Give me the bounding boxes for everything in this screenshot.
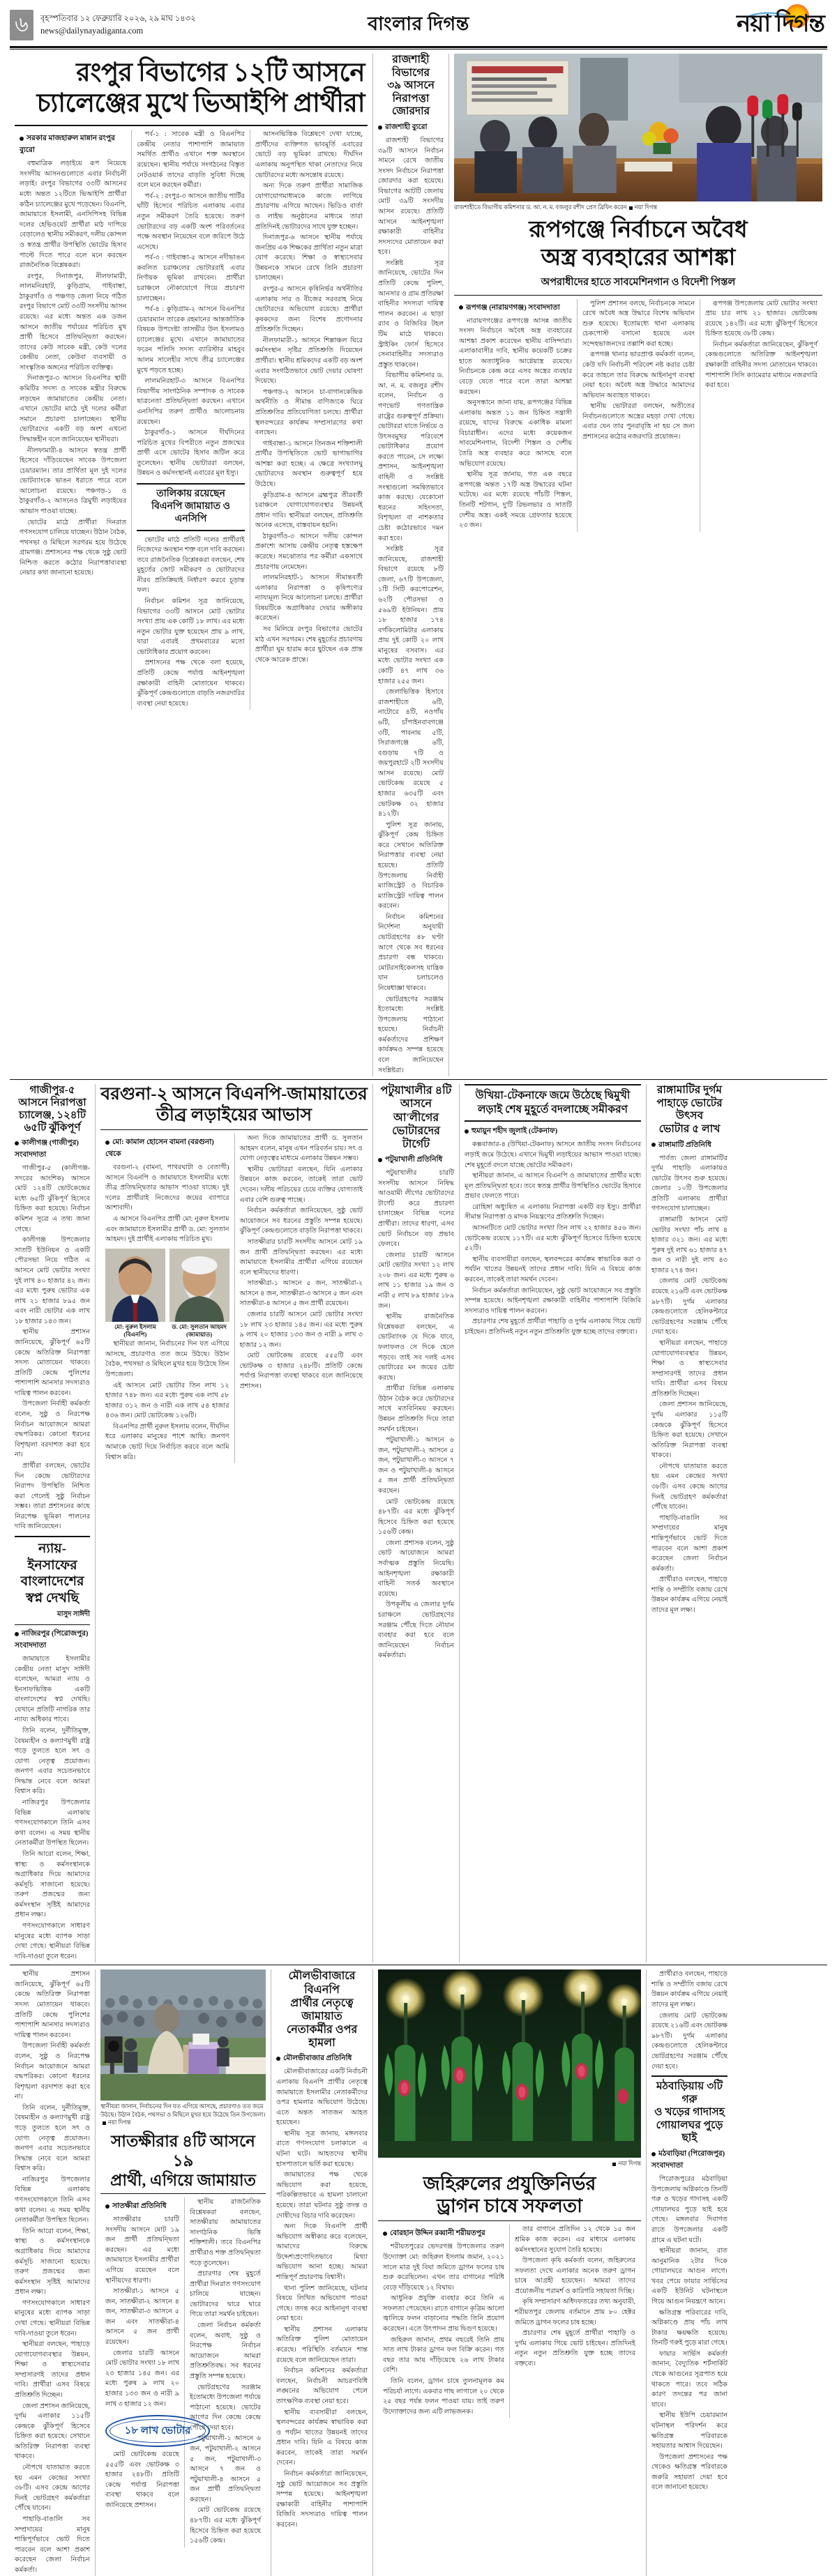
- rajshahi-story: [372, 54, 448, 1076]
- lead-col-1: [15, 130, 131, 710]
- candidate-1: [105, 1249, 165, 1338]
- mothbaria-p2: স্থানীয়রা জানান, রাত আনুমানিক ২টার দিকে গোয়ালঘরে আগুন লাগে। খবর পেয়ে ফায়ার সার্ভিসের একটি ইউনিট ঘটনাস্থলে গিয়ে আগুন নিয়ন্ত্রণে আনে।: [651, 2247, 727, 2306]
- ukhiya-para-6: নির্বাচন কর্মকর্তারা জানিয়েছেন, সুষ্ঠু ভোট আয়োজনে সব প্রস্তুতি সম্পন্ন হয়েছে। আইনশৃঙ্খলা রক্ষাকারী বাহিনীর পাশাপাশি বিজিবি সদস্যরাও দায়িত্ব পালন করবেন।: [465, 1286, 641, 1315]
- moulvibazar-p6: স্থানীয় প্রশাসন এলাকায় অতিরিক্ত পুলিশ মোতায়েন করেছে। পরিস্থিতি বর্তমানে শান্ত রয়েছে বলে জানিয়েছেন তারা।: [276, 2325, 368, 2364]
- rupganj-para-7: রূপগঞ্জ উপজেলায় মোট ভোটার সংখ্যা প্রায় চার লাখ ২১ হাজার। ভোটকেন্দ্র রয়েছে ১৪২টি। এর মধ্যে ঝুঁকিপূর্ণ হিসেবে চিহ্নিত হয়েছে ৩৮টি কেন্দ্র।: [705, 299, 817, 338]
- lead-para-1: বহুমাত্রিক লড়াইয়ে রূপ নিয়েছে সংসদীয় আসনগুলোতে এবার নির্বাচনী লড়াই। রংপুর বিভাগের ৩৩টি আসনের মধ্যে অন্তত ১২টিতে ভিআইপি প্রার্থীরা কঠিন চ্যালেঞ্জের মুখে পড়েছেন। বিএনপি, জামায়াতে ইসলামী, এনসিপিসহ বিভিন্ন দলের হেভিওয়েট প্রার্থীরা মাঠ দাপিয়ে বেড়ালেও স্থানীয় সমীকরণ, দলীয় কোন্দল ও স্বতন্ত্র প্রার্থীর উপস্থিতি ভোটের হিসাব পাল্টে দিতে পারে বলে মনে করছেন রাজনৈতিক বিশ্লেষকরা।: [20, 160, 127, 270]
- barguna-para-4: এই আসনে মোট ভোটার তিন লাখ ১২ হাজার ৭৪৮ জন। এর মধ্যে পুরুষ এক লাখ ৫৮ হাজার ৩১২ জন ও নারী এক লাখ ৫৪ হাজার ৪৩৬ জন। মোট ভোটকেন্দ্র ১২৬টি।: [105, 1381, 229, 1420]
- rupganj-col-2: [577, 299, 700, 532]
- rangamati-para-7: পাহাড়ি-বাঙালি সব সম্প্রদায়ের মানুষ শান্তিপূর্ণভাবে ভোট দিতে পারবেন বলে আশা প্রকাশ করেছেন জেলা নির্বাচন কর্মকর্তা।: [651, 1514, 727, 1573]
- rupganj-headline-1: রূপগঞ্জে নির্বাচনে অবৈধ: [529, 218, 748, 243]
- moulvibazar-story: [271, 1969, 372, 2576]
- lead-para-2: রংপুর, দিনাজপুর, নীলফামারী, লালমনিরহাট, কুড়িগ্রাম, গাইবান্ধা, ঠাকুরগাঁও ও পঞ্চগড় জেলা নিয়ে গঠিত রংপুর বিভাগে মোট ৩৩টি সংসদীয় আসন রয়েছে। এর মধ্যে অন্তত এক ডজন আসনে জাতীয় পর্যায়ের পরিচিত মুখ প্রার্থী হিসেবে প্রতিদ্বন্দ্বিতা করছেন। তাদের কেউ সাবেক মন্ত্রী, কেউ দলের কেন্দ্রীয় নেতা, কেউবা ব্যবসায়ী ও সাংস্কৃতিক অঙ্গনের পরিচিত ব্যক্তিত্ব।: [20, 272, 127, 372]
- dragon-p1: শরীয়তপুরের ভেদরগঞ্জ উপজেলার তরুণ উদ্যোক্তা মো: জহিরুল ইসলাম জমান, ২০২১ সালে মাত্র দুই বিঘা জমিতে ড্রাগন ফলের চাষ শুরু করেছিলেন। এখন তার বাগানের পরিধি বেড়ে দাঁড়িয়েছে ১২ বিঘায়।: [383, 2243, 504, 2292]
- gazipur-byline: কালীগঞ্জ (গাজীপুর) সংবাদদাতা: [15, 1139, 79, 1159]
- lead3-para-6: পঞ্চগড়-২ আসনে চা-বাগানকেন্দ্রিক অর্থনীতি ও সীমান্ত বাণিজ্যকে ঘিরে প্রতিশ্রুতির প্রতিযোগিতা চলছে। প্রার্থীরা স্থলবন্দরের কার্যক্রম সম্প্রসারণের কথা বলছেন।: [255, 388, 363, 437]
- rangamati-cont-2: জেলায় মোট ভোটকেন্দ্র রয়েছে ২১৬টি এবং ভোটকক্ষ ৯৮৭টি। দুর্গম এলাকার কেন্দ্রগুলোতে হেলিকপ্টারে ভোটগ্রহণের সরঞ্জাম পৌঁছে দেয়া হবে।: [651, 2011, 727, 2071]
- moulvibazar-p4: অন্য দিকে বিএনপি প্রার্থী অভিযোগ অস্বীকার করে বলেছেন, আমাদের বিরুদ্ধে উদ্দেশ্যপ্রণোদিতভাবে মিথ্যা অভিযোগ আনা হচ্ছে। আমরা শান্তিপূর্ণ প্রচারণায় বিশ্বাসী।: [276, 2223, 368, 2281]
- candidate-1-name: মো: নুরুল ইসলাম (বিএনপি): [114, 1323, 156, 1338]
- rangamati-byline: রাঙ্গামাটি প্রতিনিধি: [651, 1140, 727, 1152]
- barguna-col-2: [234, 1134, 368, 1463]
- gazipur-para-5: প্রার্থীরা বলছেন, ভোটের দিন কেন্দ্রে ভোটারদের নিরাপদ উপস্থিতি নিশ্চিত করা গেলেই সুষ্ঠু নির্বাচন সম্ভব। তারা প্রশাসনের কাছে নিরপেক্ষ ভূমিকা পালনের দাবি জানিয়েছেন।: [15, 1461, 90, 1531]
- barguna-para-2: এ আসনে বিএনপির প্রার্থী মো: নুরুল ইসলাম এবং জামায়াতে ইসলামীর প্রার্থী ড. মো: সুলতান আহমদ। দুই প্রার্থীই এলাকায় পরিচিত মুখ।: [105, 1215, 229, 1244]
- gazipur-para-1: গাজীপুর-৫ (কালীগঞ্জ-সদরের আংশিক) আসনে মোট ১২৪টি ভোটকেন্দ্রের মধ্যে ৬৫টি ঝুঁকিপূর্ণ হিসেবে চিহ্নিত করা হয়েছে। নির্বাচন কমিশন সূত্রে এ তথ্য জানা গেছে।: [15, 1164, 90, 1233]
- gazipur-story: [10, 1084, 95, 1963]
- satkhira-col-2: [184, 2197, 266, 2547]
- bullet-icon: [383, 2232, 387, 2236]
- ukhiya-para-4: আসনটিতে মোট ভোটার সংখ্যা তিন লাখ ২২ হাজার ৪৫৬ জন। ভোটকেন্দ্র রয়েছে ১১৭টি। এর মধ্যে ঝুঁকিপূর্ণ হিসেবে চিহ্নিত হয়েছে ৫২টি।: [465, 1224, 641, 1253]
- ukhiya-para-1: কক্সবাজার-৪ (উখিয়া-টেকনাফ) আসনে জাতীয় সংসদ নির্বাচনের লড়াই জমে উঠেছে। এখানে দ্বিমুখী লড়াইয়ের আভাস পাওয়া যাচ্ছে। শেষ মুহূর্তে বদলে যাচ্ছে ভোটের সমীকরণ।: [465, 1141, 641, 1169]
- rally-photo: [100, 1969, 266, 2101]
- rajshahi-para-5: জেলাভিত্তিক হিসাবে রাজশাহীতে ৬টি, নাটোরে ৪টি, নওগাঁয় ৬টি, চাঁপাইনবাবগঞ্জে ৩টি, পাবনায় ৫টি, সিরাজগঞ্জে ৬টি, বগুড়ায় ৭টি ও জয়পুরহাটে ২টি সংসদীয় আসন রয়েছে। মোট ভোটকেন্দ্র রয়েছে ৫ হাজার ৬৩৫টি এবং ভোটকক্ষ ৩২ হাজার ৪১২টি।: [378, 688, 444, 818]
- patuakhali-para-4: প্রার্থীরা বিভিন্ন এলাকায় উঠান বৈঠক করে ভোটারদের সাথে মতবিনিময় করছেন। উন্নয়ন প্রতিশ্রুতি দিয়ে তারা সমর্থন চাইছেন।: [378, 1385, 454, 1433]
- dragon-headline-1: জহিরুলের প্রযুক্তিনির্ভর: [423, 2172, 596, 2194]
- patuakhali-para-8: উপকূলীয় এ জেলার দুর্গম চরাঞ্চলে ভোটগ্রহণের সরঞ্জাম পৌঁছে দিতে নৌযান ব্যবহার করা হবে বলে জানিয়েছেন নির্বাচন কর্মকর্তারা।: [378, 1601, 454, 1660]
- bottom-a-3: তিনি বলেন, দুর্নীতিমুক্ত, বৈষম্যহীন ও কল্যাণমুখী রাষ্ট্র গড়ে তুলতে হলে সৎ ও যোগ্য নেতৃত্ব প্রয়োজন। জনগণ এবার সচেতনভাবে সিদ্ধান্ত নেবে বলে আমরা বিশ্বাস করি।: [15, 2103, 90, 2173]
- bottom-a-4: নাজিরপুর উপজেলার বিভিন্ন এলাকায় গণসংযোগকালে তিনি এসব কথা বলেন। এ সময় স্থানীয় নেতাকর্মীরা উপস্থিত ছিলেন।: [15, 2175, 90, 2225]
- moulvibazar-p1: মৌলভীবাজারের একটি নির্বাচনী এলাকায় বিএনপি প্রার্থীর নেতৃত্বে জামায়াতে ইসলামীর নেতাকর্মীদের ওপর হামলার অভিযোগ উঠেছে। এতে অন্তত সাতজন আহত হয়েছেন।: [276, 2068, 368, 2127]
- bullet-icon: [20, 137, 24, 141]
- bullet-icon: [651, 1143, 656, 1147]
- lead3-para-9: ঠাকুরগাঁও-৩ আসনে দলীয় কোন্দল প্রকাশ্যে আসায় কেন্দ্রীয় নেতৃত্ব হস্তক্ষেপ করেছে। সমঝোতার পর কর্মীরা একসাথে প্রচারণায় নেমেছেন।: [255, 532, 363, 571]
- ukhiya-para-7: প্রচারণার শেষ মুহূর্তে প্রার্থীরা পাহাড়ি ও দুর্গম এলাকায় গিয়ে ভোট চাইছেন। প্রতিদিনই নতুন নতুন প্রতিশ্রুতি যুক্ত হচ্ছে তাদের বক্তব্যে।: [465, 1318, 641, 1336]
- dragon-farm-photo: [378, 1969, 641, 2158]
- lead-para-4: নীলফামারী-৪ আসনে স্বতন্ত্র প্রার্থী হিসেবে দাঁড়িয়েছেন সাবেক উপজেলা চেয়ারম্যান। তার প্রার্থিতা মূল দুই দলের ভোটব্যাংকে ভাঙন ধরাতে পারে বলে আলোচনা রয়েছে। পঞ্চগড়-১ ও ঠাকুরগাঁও-২ আসনেও ত্রিমুখী লড়াইয়ের আভাস পাওয়া যাচ্ছে।: [20, 446, 127, 515]
- rangamati-para-2: রাঙ্গামাটি আসনে মোট ভোটার সংখ্যা পাঁচ লাখ ৪ হাজার ৩২১ জন। এর মধ্যে পুরুষ দুই লাখ ৬১ হাজার ৪৭ জন ও নারী দুই লাখ ৪৩ হাজার ২৭৪ জন।: [651, 1216, 727, 1274]
- logo[interactable]: [737, 6, 827, 45]
- moulvibazar-p7: নির্বাচন কমিশনের কর্মকর্তারা বলছেন, নির্বাচনী আচরণবিধি লঙ্ঘনের অভিযোগ পেলে তাৎক্ষণিক ব্যবস্থা নেয়া হবে।: [276, 2367, 368, 2405]
- square-bullet-icon: [629, 206, 633, 210]
- rangamati-para-4: স্থানীয়রা বলছেন, পাহাড়ে যোগাযোগব্যবস্থার উন্নয়ন, শিক্ষা ও স্বাস্থ্যসেবার সম্প্রসারণই তাদের প্রধান দাবি। প্রার্থীরা এসব বিষয়ে প্রতিশ্রুতি দিচ্ছেন।: [651, 1339, 727, 1398]
- barguna-para-3: স্থানীয়রা জানান, নির্বাচনের দিন যত এগিয়ে আসছে, প্রচারণাও তত জমে উঠছে। উঠান বৈঠক, পথসভা ও মিছিলে মুখর হয়ে উঠেছে তিন উপজেলা।: [105, 1340, 229, 1378]
- ukhiya-para-5: স্থানীয় ব্যবসায়ীরা বলছেন, স্থলবন্দরের কার্যক্রম স্বাভাবিক করা ও পর্যটন খাতের উন্নয়নই তাদের প্রধান দাবি। যিনি এ বিষয়ে কাজ করবেন, তাকেই তারা সমর্থন দেবেন।: [465, 1255, 641, 1283]
- patuakhali-para-7: জেলা প্রশাসক বলেন, সুষ্ঠু ভোট আয়োজনে আমরা সর্বাত্মক প্রস্তুতি নিয়েছি। আইনশৃঙ্খলা রক্ষাকারী বাহিনী সতর্ক অবস্থানে রয়েছে।: [378, 1539, 454, 1598]
- satkhira-col-1: [100, 2197, 191, 2547]
- ukhiya-story: [459, 1084, 646, 1963]
- rupganj-para-3: স্থানীয় সূত্র জানায়, গত এক বছরে রূপগঞ্জে অন্তত ১৭টি অস্ত্র উদ্ধারের ঘটনা ঘটেছে। এর মধ্যে রয়েছে পাঁচটি পিস্তল, তিনটি শটগান, দু'টি রিভলভার ও সাতটি দেশীয় অস্ত্র। একই সময়ে গ্রেফতার হয়েছে ২৩ জন।: [459, 471, 572, 530]
- dragon-photo-caption: নয়া দিগন্ত: [378, 2160, 641, 2167]
- dragon-p2: আধুনিক প্রযুক্তি ব্যবহার করে তিনি এ সফলতা পেয়েছেন। রাতে বাগানে কৃত্রিম আলো জ্বালিয়ে ফলন বাড়ানোর পদ্ধতি তিনি প্রয়োগ করেছেন। এতে উৎপাদন প্রায় দ্বিগুণ হয়েছে।: [383, 2294, 504, 2333]
- rajshahi-para-3: বিভাগীয় কমিশনার ড. আ. ন. ম. বজলুর রশীদ বলেন, নির্বাচন ও গণভোট গণতান্ত্রিক রাষ্ট্রের গুরুত্বপূর্ণ প্রক্রিয়া। ভোটাররা যাতে নির্ভয়ে ও উৎসবমুখর পরিবেশে ভোটাধিকার প্রয়োগ করতে পারেন, সে লক্ষ্যে প্রশাসন, আইনশৃঙ্খলা বাহিনী ও সংশ্লিষ্ট সংস্থাগুলো সমন্বিতভাবে কাজ করছে। যেকোনো ধরনের সহিংসতা, বিশৃঙ্খলা বা নাশকতার চেষ্টা কঠোরভাবে দমন করা হবে।: [378, 372, 444, 542]
- patuakhali-headline-2: আসনে আ'লীগের: [393, 1098, 439, 1124]
- dragon-p7: কৃষি সম্প্রসারণ অধিদফতরের তথ্য অনুযায়ী, শরীয়তপুর জেলায় বর্তমানে প্রায় ৮০ হেক্টর জমিতে ড্রাগন ফলের চাষ হচ্ছে।: [515, 2298, 635, 2326]
- bullet-icon: [651, 2152, 656, 2156]
- moulvibazar-headline-1: মৌলভীবাজারে বিএনপি: [288, 1970, 356, 1996]
- rajshahi-byline: রাজশাহী ব্যুরো: [378, 122, 444, 134]
- mothbaria-p4: ফায়ার সার্ভিস কর্মকর্তা জানান, বৈদ্যুতিক শর্টসার্কিট থেকে আগুনের সূত্রপাত হয়ে থাকতে পারে। তবে সঠিক কারণ তদন্তের পর জানা যাবে।: [651, 2349, 727, 2409]
- ukhiya-para-2: স্থানীয়রা জানান, এ আসনে বিএনপি ও জামায়াতের প্রার্থীর মধ্যে মূল প্রতিদ্বন্দ্বিতা হবে। তবে স্বতন্ত্র প্রার্থীর উপস্থিতিও ভোটের হিসাবে প্রভাব ফেলতে পারে।: [465, 1172, 641, 1201]
- moulvibazar-p8: স্থানীয় ব্যবসায়ীরা বলছেন, স্থলবন্দরের কার্যক্রম স্বাভাবিক করা ও পর্যটন খাতের উন্নয়নই তাদের প্রধান দাবি। যিনি এ বিষয়ে কাজ করবেন, তাকেই তারা সমর্থন দেবেন।: [276, 2408, 368, 2467]
- top-section: [10, 54, 827, 1076]
- bullet-icon: [105, 2204, 110, 2209]
- rangamati-para-8: প্রার্থীরাও বলছেন, পাহাড়ে শান্তি ও সম্প্রীতি বজায় রেখে উন্নয়ন কার্যক্রম এগিয়ে নেয়াই তাদের মূল লক্ষ্য।: [651, 1576, 727, 1614]
- rajshahi-press-briefing-photo: [454, 54, 822, 201]
- lead2-para-5: লালমনিরহাট-৩ আসনে বিএনপির বিভাগীয় সাংগঠনিক সম্পাদক ও সাবেক ছাত্রনেতা প্রতিদ্বন্দ্বিতা করছেন। এখানে এনসিপির তরুণ প্রার্থীও আলোচনায় রয়েছেন।: [137, 377, 245, 426]
- patuakhali-headline-3: ভোটারদের টার্গেট: [392, 1125, 440, 1150]
- ukhiya-headline-1: উখিয়া-টেকনাফে জমে উঠেছে দ্বিমুখী: [475, 1090, 631, 1102]
- barguna-byline: মো: কামাল হোসেন বামনা (বরগুনা) থেকে: [105, 1138, 214, 1159]
- rajshahi-para-2: সংশ্লিষ্ট সূত্র জানিয়েছে, ভোটের দিন প্রতিটি কেন্দ্রে পুলিশ, আনসার ও গ্রাম প্রতিরক্ষা বাহিনীর সদস্যরা দায়িত্ব পালন করবেন। এ ছাড়া র‌্যাব ও বিজিবির টহল টিম মাঠে থাকবে। স্ট্রাইকিং ফোর্স হিসেবে সেনাবাহিনীর সদস্যরাও প্রস্তুত থাকবেন।: [378, 259, 444, 369]
- mothbaria-headline-2: ও খড়ের গাদাসহ: [654, 2106, 725, 2119]
- rajshahi-photo-caption: রাজশাহীতে বিভাগীয় কমিশনার ড. আ. ন. ম. বজলুর রশীদ প্রেস ব্রিফিং করেন নয়া দিগন্ত: [454, 204, 658, 211]
- bottom-a-10: পাহাড়ি-বাঙালি সব সম্প্রদায়ের মানুষ শান্তিপূর্ণভাবে ভোট দিতে পারবেন বলে আশা প্রকাশ করেছেন জেলা নির্বাচন কর্মকর্তা।: [15, 2515, 90, 2574]
- moulvibazar-p3: জামায়াতের পক্ষ থেকে অভিযোগ করা হয়েছে, পরিকল্পিতভাবে এ হামলা চালানো হয়েছে। তারা ঘটনার সুষ্ঠু তদন্ত ও দোষীদের বিচার দাবি করেছেন।: [276, 2171, 368, 2220]
- rupganj-headline-2: অস্ত্র ব্যবহারের আশঙ্কা: [541, 245, 736, 270]
- rupganj-subhead: অপরাধীদের হাতে সাবমেশিনগান ও বিদেশী পিস্তল: [541, 276, 736, 288]
- satkhira-pre-4: মোট ভোটকেন্দ্র রয়েছে ৫৫৫টি এবং ভোটকক্ষ ৩ হাজার ২৪৮টি। প্রতিটি কেন্দ্রে পর্যাপ্ত নিরাপত্তা ব্যবস্থা থাকবে বলে জানিয়েছে প্রশাসন।: [239, 1352, 363, 1391]
- ukhiya-headline-2: লড়াই শেষ মুহূর্তে বদলাচ্ছে সমীকরণ: [477, 1104, 628, 1116]
- rajshahi-para-1: রাজশাহী বিভাগের ৩৯টি আসনে নির্বাচন সামনে রেখে জাতীয় সংসদ নির্বাচনে নিরাপত্তা জোরদার করা হয়েছে। বিভাগের আটটি জেলায় মোট ৩৯টি সংসদীয় আসন রয়েছে। প্রতিটি আসনে আইনশৃঙ্খলা রক্ষাকারী বাহিনীর সদস্যদের মোতায়েন করা হবে।: [378, 136, 444, 257]
- rupganj-col-1: [454, 299, 577, 532]
- bottom-a-9: নৌপথে যাতায়াত করতে হয় এমন কেন্দ্রের সংখ্যা ৩৮টি। এসব কেন্দ্রে আগের দিনই ভোটগ্রহণ কর্মকর্তারা পৌঁছে যাবেন।: [15, 2464, 90, 2513]
- barguna-candidate-photos: [105, 1249, 229, 1338]
- moulvibazar-p5: থানা পুলিশ জানিয়েছে, ঘটনার বিষয়ে লিখিত অভিযোগ পাওয়া গেছে। তদন্ত করে আইনানুগ ব্যবস্থা নেয়া হবে।: [276, 2284, 368, 2323]
- rangamati-para-5: জেলা প্রশাসন জানিয়েছে, দুর্গম এলাকার ১১৫টি কেন্দ্রকে ঝুঁকিপূর্ণ হিসেবে চিহ্নিত করা হয়েছে। সেখানে অতিরিক্ত নিরাপত্তা ব্যবস্থা থাকবে।: [651, 1401, 727, 1460]
- bottom-a-7: স্থানীয়রা বলছেন, পাহাড়ে যোগাযোগব্যবস্থার উন্নয়ন, শিক্ষা ও স্বাস্থ্যসেবার সম্প্রসারণই তাদের প্রধান দাবি। প্রার্থীরা এসব বিষয়ে প্রতিশ্রুতি দিচ্ছেন।: [15, 2340, 90, 2400]
- lead-para-3: দিনাজপুর-৩ আসনে বিএনপির স্থায়ী কমিটির সদস্য ও সাবেক মন্ত্রীর বিরুদ্ধে লড়ছেন জামায়াতের কেন্দ্রীয় নেতা। এখানে ভোটের মাঠে দুই দলের কর্মীরা সমানে প্রচারণা চালাচ্ছেন। স্থানীয় ভোটারদের একটি বড় অংশ এখনো সিদ্ধান্তহীন বলে জানিয়েছেন স্থানীয়রা।: [20, 374, 127, 443]
- lead3-para-4: রংপুর-৫ আসনে কৃষিনির্ভর অর্থনীতির এলাকায় সার ও বীজের সরবরাহ নিয়ে ভোটারদের অভিযোগ রয়েছে। প্রার্থীরা কৃষকদের জন্য বিশেষ প্রণোদনার প্রতিশ্রুতি দিচ্ছেন।: [255, 284, 363, 334]
- rupganj-para-1: নারায়ণগঞ্জের রূপগঞ্জে আসন্ন জাতীয় সংসদ নির্বাচনে অবৈধ অস্ত্র ব্যবহারের আশঙ্কা প্রকাশ করেছেন স্থানীয় বাসিন্দারা। এলাকাবাসীর দাবি, স্থানীয় কয়েকটি চক্রের হাতে অত্যাধুনিক আগ্নেয়াস্ত্র রয়েছে। নির্বাচনকে কেন্দ্র করে এসব অস্ত্রের ব্যবহার বেড়ে যেতে পারে বলে তারা আশঙ্কা করছেন।: [459, 317, 572, 396]
- rangamati-headline-2: পাহাড়ে ভোটের উৎসব: [656, 1097, 723, 1122]
- gazipur-headline: গাজীপুর-৫ আসনে নিরাপত্তা চ্যালেঞ্জ, ১২৪টি ৬৫টি ঝুঁকিপূর্ণ: [18, 1085, 86, 1134]
- mothbaria-p3: ক্ষতিগ্রস্ত পরিবারের দাবি, অগ্নিকাণ্ডে প্রায় পাঁচ লাখ টাকার ক্ষয়ক্ষতি হয়েছে। তিনটি গরুই পুড়ে মারা গেছে।: [651, 2308, 727, 2347]
- bullet-icon: [378, 125, 382, 130]
- lead-col-2: [131, 130, 249, 710]
- patuakhali-story: [372, 1084, 459, 1963]
- rupganj-para-5: রূপগঞ্জ থানার ভারপ্রাপ্ত কর্মকর্তা বলেন, কেউ যদি নির্বাচনী পরিবেশ নষ্ট করার চেষ্টা করে তাহলে তার বিরুদ্ধে আইনানুগ ব্যবস্থা নেয়া হবে। অবৈধ অস্ত্র উদ্ধারে আমাদের অভিযান অব্যাহত থাকবে।: [582, 351, 695, 399]
- rangamati-cont-1: প্রার্থীরাও বলছেন, পাহাড়ে শান্তি ও সম্প্রীতি বজায় রেখে উন্নয়ন কার্যক্রম এগিয়ে নেয়াই তাদের মূল লক্ষ্য।: [651, 1970, 727, 2009]
- satkhira-p10: মোট ভোটকেন্দ্র রয়েছে ৪৮৭টি। এর মধ্যে ঝুঁকিপূর্ণ হিসেবে চিহ্নিত করা হয়েছে ১৫৬টি কেন্দ্র।: [190, 2506, 261, 2545]
- rupganj-para-2: অনুসন্ধানে জানা যায়, রূপগঞ্জের বিভিন্ন এলাকায় অন্তত ১১ জন চিহ্নিত সন্ত্রাসী রয়েছে, যাদের বিরুদ্ধে একাধিক মামলা বিচারাধীন। এদের মধ্যে কয়েকজন সাবমেশিনগান, বিদেশী পিস্তল ও দেশীয় তৈরি অস্ত্র ব্যবহার করে আসছে বলে অভিযোগ রয়েছে।: [459, 399, 572, 468]
- rangamati-para-3: জেলায় মোট ভোটকেন্দ্র রয়েছে ২১৬টি এবং ভোটকক্ষ ৯৮৭টি। দুর্গম এলাকার কেন্দ্রগুলোতে হেলিকপ্টারে ভোটগ্রহণের সরঞ্জাম পৌঁছে দেয়া হবে।: [651, 1277, 727, 1336]
- barguna-para-1: বরগুনা-২ (বামনা, পাথরঘাটা ও বেতাগী) আসনে বিএনপি ও জামায়াতে ইসলামীর মধ্যে তীব্র প্রতিদ্বন্দ্বিতার আভাস পাওয়া যাচ্ছে। দুই দলের প্রার্থীরাই নিজেদের জয়ের ব্যাপারে আশাবাদী।: [105, 1164, 229, 1212]
- rangamati-headline-1: রাঙ্গামাটির দুর্গম: [656, 1084, 723, 1097]
- candidate-2-photo: [169, 1249, 229, 1322]
- gazipur-para-3: স্থানীয় প্রশাসন জানিয়েছে, ঝুঁকিপূর্ণ ৬৫টি কেন্দ্রে অতিরিক্ত নিরাপত্তা সদস্য মোতায়েন থাকবে। প্রতিটি কেন্দ্রে পুলিশের পাশাপাশি আনসার সদস্যরাও দায়িত্ব পালন করবেন।: [15, 1328, 90, 1397]
- insaf-para-2: তিনি বলেন, দুর্নীতিমুক্ত, বৈষম্যহীন ও কল্যাণমুখী রাষ্ট্র গড়ে তুলতে হলে সৎ ও যোগ্য নেতৃত্ব প্রয়োজন। জনগণ এবার সচেতনভাবে সিদ্ধান্ত নেবে বলে আমরা বিশ্বাস করি।: [15, 1727, 90, 1796]
- patuakhali-para-3: স্থানীয় রাজনৈতিক বিশ্লেষকরা বলছেন, এ ভোটব্যাংক যে দিকে যাবে, ফলাফলও সে দিকে হেলে পড়বে। তাই সব দলই এসব ভোটারের মন জয়ের চেষ্টা করছে।: [378, 1313, 454, 1382]
- insaf-author: মাসুদ সাঈদী: [57, 1610, 90, 1618]
- dragon-col-1: [378, 2225, 509, 2418]
- lead3-para-3: দিনাজপুর-৬ আসনে স্থানীয় পর্যায়ে জনপ্রিয় এক শিক্ষকের প্রার্থিতা নতুন মাত্রা যোগ করেছে। শিক্ষা ও স্বাস্থ্যসেবার উন্নয়নকে সামনে রেখে তিনি প্রচারণা চালাচ্ছেন।: [255, 234, 363, 282]
- lead-headline: রংপুর বিভাগের ১২টি আসনে চ্যালেঞ্জের মুখে ভিআইপি প্রার্থীরা: [36, 59, 365, 118]
- rangamati-story: [646, 1084, 732, 1963]
- lead2-para-2: পর্ব-২ : রংপুর-৩ আসনে জাতীয় পার্টির ঘাঁটি হিসেবে পরিচিত এলাকায় এবার নতুন সমীকরণ তৈরি হয়েছে। তরুণ ভোটারদের বড় একটি অংশ পরিবর্তনের পক্ষে অবস্থান নিয়েছেন বলে জরিপে উঠে এসেছে।: [137, 192, 245, 251]
- gazipur-para-2: কালীগঞ্জ উপজেলার সাতটি ইউনিয়ন ও একটি পৌরসভা নিয়ে গঠিত এ আসনে মোট ভোটার সংখ্যা দুই লাখ ৪০ হাজার ৪২ জন। এর মধ্যে পুরুষ ভোটার এক লাখ ২১ হাজার ৮৯৫ জন এবং নারী ভোটার এক লাখ ১৮ হাজার ১৪৩ জন।: [15, 1236, 90, 1325]
- bullet-icon: [15, 1632, 19, 1636]
- lead3-para-2: অন্য দিকে তরুণ প্রার্থীরা সামাজিক যোগাযোগমাধ্যমকে কাজে লাগিয়ে প্রচারণায় এগিয়ে আছেন। ভিডিও বার্তা ও লাইভ অনুষ্ঠানের মাধ্যমে তারা প্রতিদিনই ভোটারদের সাথে যুক্ত হচ্ছেন।: [255, 182, 363, 231]
- rally-photo-caption: স্থানীয়রা জানান, নির্বাচনের দিন যত এগিয়ে আসছে, প্রচারণাও তত জমে উঠছে। উঠান বৈঠক, পথসভা ও মিছিলে মুখর হয়ে উঠেছে তিন উপজেলা।নয়া দিগন্ত: [100, 2103, 266, 2126]
- bullet-icon: [378, 1158, 382, 1162]
- satkhira-p2: সাতক্ষীরা-১ আসনে ৫ জন, সাতক্ষীরা-২ আসনে ৪ জন, সাতক্ষীরা-৩ আসনে ৫ জন এবং সাতক্ষীরা-৪ আসনে ৫ জন প্রার্থী রয়েছেন।: [105, 2287, 179, 2347]
- rangamati-para-1: পার্বত্য জেলা রাঙ্গামাটির দুর্গম পাহাড়ি এলাকায়ও ভোটের উৎসব শুরু হয়েছে। জেলার ১০টি উপজেলার প্রতিটি এলাকায় প্রার্থীরা গণসংযোগ চালাচ্ছেন।: [651, 1154, 727, 1213]
- lead2-para-8: নির্বাচন কমিশন সূত্র জানিয়েছে, বিভাগের ৩৩টি আসনে মোট ভোটার সংখ্যা প্রায় এক কোটি ১৮ লাখ। এর মধ্যে নতুন ভোটার যুক্ত হয়েছেন প্রায় ৯ লাখ, যারা এবারই প্রথমবারের মতো ভোটাধিকার প্রয়োগ করবেন।: [137, 597, 245, 656]
- satkhira-p1: সাতক্ষীরার চারটি সংসদীয় আসনে মোট ১৯ জন প্রার্থী প্রতিদ্বন্দ্বিতা করছেন। এর মধ্যে জামায়াতে ইসলামীর প্রার্থীরা এগিয়ে রয়েছেন বলে স্থানীয়দের ধারণা।: [105, 2216, 179, 2285]
- insaf-headline: ন্যায়-ইনসাফের বাংলাদেশের স্বপ্ন দেখছি: [20, 1541, 84, 1606]
- lead3-para-10: লালমনিরহাট-১ আসনে সীমান্তবর্তী এলাকার নিরাপত্তা ও কৃষিপণ্যের ন্যায্যমূল্য নিয়ে আলোচনা চলছে। প্রার্থীরা বিষয়টিকে অগ্রাধিকার দেয়ার অঙ্গীকার করেছেন।: [255, 574, 363, 623]
- lead3-para-5: নীলফামারী-১ আসনে শিল্পাঞ্চল ঘিরে কর্মসংস্থান সৃষ্টির প্রতিশ্রুতি দিয়েছেন প্রার্থীরা। স্থানীয় শ্রমিকদের একটি বড় অংশ এবার সংগঠিতভাবে ভোট দেয়ার ঘোষণা দিয়েছে।: [255, 336, 363, 386]
- dragon-p5: তার বাগানে প্রতিদিন ১২ থেকে ১৫ জন শ্রমিক কাজ করেন। এর মাধ্যমে এলাকায় কর্মসংস্থানের সুযোগ তৈরি হয়েছে।: [515, 2225, 635, 2254]
- rajshahi-para-6: পুলিশ সূত্র জানায়, ঝুঁকিপূর্ণ কেন্দ্র চিহ্নিত করে সেখানে অতিরিক্ত নিরাপত্তার ব্যবস্থা নেয়া হয়েছে। প্রতিটি উপজেলায় নির্বাহী ম্যাজিস্ট্রেট ও বিচারিক ম্যাজিস্ট্রেট দায়িত্ব পালন করবেন।: [378, 821, 444, 910]
- lead2-para-4: পর্ব-৪ : কুড়িগ্রাম-২ আসনে বিএনপির চেয়ারম্যান তারেক রহমানের আন্তর্জাতিক বিষয়ক উপদেষ্টা তাসভীর উল ইসলামও চ্যালেঞ্জের মুখে। এখানে জামায়াতের ফরেন পলিসি সদস্য ব্যারিস্টার মাহবুব আলম সালেহীর সাথে তীব্র চ্যালেঞ্জের মুখে পড়তে হচ্ছে।: [137, 305, 245, 374]
- satkhira-p4: মোট ভোটকেন্দ্র রয়েছে ৫৫৫টি এবং ভোটকক্ষ ৩ হাজার ২৪৮টি। প্রতিটি কেন্দ্রে পর্যাপ্ত নিরাপত্তা ব্যবস্থা থাকবে বলে জানিয়েছে প্রশাসন।: [105, 2451, 179, 2509]
- candidate-2: [169, 1249, 229, 1338]
- mothbaria-story: [646, 1969, 732, 2576]
- rupganj-para-4: পুলিশ প্রশাসন বলছে, নির্বাচনকে সামনে রেখে অবৈধ অস্ত্র উদ্ধারে বিশেষ অভিযান শুরু হয়েছে। ইতোমধ্যে থানা এলাকায় চেকপোস্ট বসানো হয়েছে এবং সন্দেহভাজনদের তল্লাশি করা হচ্ছে।: [582, 299, 695, 348]
- section-title: বাংলার দিগন্ত: [368, 13, 469, 34]
- moulvibazar-p9: নির্বাচন কর্মকর্তারা জানিয়েছেন, সুষ্ঠু ভোট আয়োজনে সব প্রস্তুতি সম্পন্ন হয়েছে। আইনশৃঙ্খলা রক্ষাকারী বাহিনীর পাশাপাশি বিজিবি সদস্যরাও দায়িত্ব পালন করবেন।: [276, 2469, 368, 2529]
- satkhira-p5: স্থানীয় রাজনৈতিক বিশ্লেষকরা বলছেন, সাতক্ষীরায় জামায়াতের সাংগঠনিক ভিত্তি শক্তিশালী। তবে বিএনপির প্রার্থীরাও শক্ত প্রতিদ্বন্দ্বিতা গড়ে তুলেছেন।: [190, 2198, 261, 2267]
- satkhira-p3: জেলার চারটি আসনে মোট ভোটার সংখ্যা ১৮ লাখ ২৩ হাজার ১৪৫ জন। এর মধ্যে পুরুষ ৯ লাখ ২০ হাজার ১৩৩ জন ও নারী ৯ লাখ ৩ হাজার ১২ জন।: [105, 2349, 179, 2408]
- barguna-para-8: নির্বাচন কর্মকর্তারা জানিয়েছেন, সুষ্ঠু ভোট আয়োজনে সব ধরনের প্রস্তুতি সম্পন্ন হয়েছে। ঝুঁকিপূর্ণ কেন্দ্রগুলোতে বাড়তি নিরাপত্তা থাকবে।: [239, 1207, 363, 1235]
- rajshahi-para-4: সংশ্লিষ্ট সূত্র জানিয়েছে, রাজশাহী বিভাগে রয়েছে ৮টি জেলা, ৬৭টি উপজেলা, ১টি সিটি করপোরেশন, ৬২টি পৌরসভা ও ৫৬৯টি ইউনিয়ন। প্রায় ১৮ হাজার ১৭৪ বর্গকিলোমিটার এলাকায় প্রায় দুই কোটি ২০ লাখ মানুষের বসবাস। এর মধ্যে ভোটার সংখ্যা এক কোটি ৪৭ লাখ ৩৬ হাজার ২৫৫ জন।: [378, 545, 444, 685]
- insaf-para-1: জামায়াতে ইসলামীর কেন্দ্রীয় নেতা মাসুদ সাঈদী বলেছেন, আমরা ন্যায় ও ইনসাফভিত্তিক একটি বাংলাদেশের স্বপ্ন দেখছি। যেখানে প্রতিটি নাগরিক তার ন্যায্য অধিকার পাবে।: [15, 1654, 90, 1724]
- rupganj-para-6: স্থানীয় ভোটাররা বলছেন, অতীতের নির্বাচনগুলোতে অস্ত্রের মহড়া দেখা গেছে। এবার যেন তার পুনরাবৃত্তি না হয় সে জন্য প্রশাসনের কঠোর নজরদারি প্রয়োজন।: [582, 402, 695, 441]
- bottom-a-2: উপজেলা নির্বাহী কর্মকর্তা বলেন, সুষ্ঠু ও নিরপেক্ষ নির্বাচন আয়োজনে আমরা বদ্ধপরিকর। কোনো ধরনের বিশৃঙ্খলা বরদাশত করা হবে না।: [15, 2042, 90, 2101]
- bottom-col-a: [10, 1969, 95, 2576]
- satkhira-p8: ভোটগ্রহণের সরঞ্জাম ইতোমধ্যে উপজেলা পর্যায়ে পাঠানো হয়েছে। ভোটের আগের দিন কেন্দ্রে কেন্দ্রে পৌঁছে দেয়া হবে।: [190, 2383, 261, 2432]
- satkhira-p9: পটুয়াখালী-১ আসনে ৬ জন, পটুয়াখালী-২ আসনে ৫ জন, পটুয়াখালী-৩ আসনে ৭ জন ও পটুয়াখালী-৪ আসনে ৫ জন প্রার্থী প্রতিদ্বন্দ্বিতা করছেন।: [190, 2434, 261, 2503]
- rajshahi-para-8: ভোটগ্রহণের সরঞ্জাম ইতোমধ্যে সংশ্লিষ্ট উপজেলায় পাঠানো হয়েছে। নির্বাচনী কর্মকর্তাদের প্রশিক্ষণ কার্যক্রমও সম্পন্ন হয়েছে বলে জানিয়েছেন সংশ্লিষ্টরা।: [378, 995, 444, 1074]
- dragon-headline-2: ড্রাগন চাষে সফলতা: [437, 2195, 582, 2217]
- mothbaria-headline-3: গোয়ালঘর পুড়ে ছাই: [656, 2119, 723, 2144]
- mothbaria-headline-1: মঠবাড়িয়ায় ৩টি গরু: [656, 2080, 723, 2105]
- voter-count-text: ১৮ লাখ ভোটার: [124, 2425, 191, 2437]
- patuakhali-para-1: পটুয়াখালীর চারটি সংসদীয় আসনে নিষিদ্ধ আওয়ামী লীগের ভোটারদের টার্গেট করে প্রচারণা চালাচ্ছেন বিভিন্ন দলের প্রার্থীরা। তাদের ধারণা, এসব ভোট নির্বাচনে বড় প্রভাব ফেলবে।: [378, 1169, 454, 1249]
- satkhira-byline: সাতক্ষীরা প্রতিনিধি: [105, 2201, 179, 2213]
- patuakhali-para-2: জেলার চারটি আসনে মোট ভোটার সংখ্যা ১২ লাখ ২০৮ জন। এর মধ্যে পুরুষ ৬ লাখ ১১ হাজার ১৯ জন ও নারী ৫ লাখ ৮৯ হাজার ১৮৯ জন।: [378, 1251, 454, 1310]
- middle-section: [10, 1084, 827, 1963]
- square-bullet-icon: [612, 2163, 616, 2166]
- satkhira-headline-2: প্রার্থী, এগিয়ে জামায়াত: [110, 2171, 256, 2189]
- dragon-byline: বোরহান উদ্দিন রব্বানী শরীয়তপুর: [383, 2228, 504, 2240]
- mothbaria-p1: পিরোজপুরের মঠবাড়িয়া উপজেলায় অগ্নিকাণ্ডে তিনটি গরু ও খড়ের গাদাসহ একটি গোয়ালঘর পুড়ে ছাই হয়ে গেছে। মঙ্গলবার দিবাগত রাতে উপজেলার একটি গ্রামে এ ঘটনা ঘটে।: [651, 2175, 727, 2244]
- satkhira-story: [95, 1969, 271, 2576]
- voter-count-stamp: [105, 2415, 210, 2447]
- mothbaria-p5: স্থানীয় ইউপি চেয়ারম্যান ঘটনাস্থল পরিদর্শন করে ক্ষতিগ্রস্ত পরিবারকে সহায়তার আশ্বাস দিয়েছেন।: [651, 2411, 727, 2451]
- mothbaria-p6: উপজেলা প্রশাসনের পক্ষ থেকেও ক্ষতিগ্রস্ত পরিবারকে জরুরি সহায়তা দেয়া হবে বলে জানানো হয়েছে।: [651, 2453, 727, 2492]
- ukhiya-para-3: রোহিঙ্গা অধ্যুষিত এ এলাকায় নিরাপত্তা একটি বড় ইস্যু। প্রার্থীরা সীমান্ত নিরাপত্তা ও মাদক নিয়ন্ত্রণের প্রতিশ্রুতি দিচ্ছেন।: [465, 1203, 641, 1221]
- bullet-icon: [465, 1129, 469, 1134]
- candidate-2-name: ড. মো: সুলতান আহমদ (জামায়াত): [172, 1323, 227, 1338]
- barguna-story: [95, 1084, 372, 1963]
- barguna-col-1: [100, 1134, 234, 1463]
- barguna-headline-2: তীব্র লড়াইয়ের আভাস: [156, 1106, 312, 1125]
- rajshahi-headline-1: রাজশাহী বিভাগের: [391, 54, 430, 79]
- patuakhali-headline-1: পটুয়াখালীর ৪টি: [380, 1085, 452, 1097]
- bottom-section: [10, 1969, 827, 2576]
- lead-col-3: [250, 130, 368, 710]
- dragon-p8: প্রচারণার শেষ মুহূর্তে প্রার্থীরা পাহাড়ি ও দুর্গম এলাকায় গিয়ে ভোট চাইছেন। প্রতিদিনই নতুন নতুন প্রতিশ্রুতি যুক্ত হচ্ছে তাদের বক্তব্যে।: [515, 2329, 635, 2368]
- bullet-icon: [105, 1141, 110, 1145]
- rajshahi-para-7: নির্বাচন কমিশনের নির্দেশনা অনুযায়ী ভোটগ্রহণের ৪৮ ঘণ্টা আগে থেকে সব ধরনের প্রচারণা বন্ধ থাকবে। মোটরসাইকেলসহ যান্ত্রিক যান চলাচলেও নিষেধাজ্ঞা থাকবে।: [378, 913, 444, 992]
- mothbaria-byline: মঠবাড়িয়া (পিরোজপুর) সংবাদদাতা: [651, 2150, 725, 2170]
- dragon-p3: জহিরুল জানান, প্রথম বছরেই তিনি প্রায় সাত লাখ টাকার ড্রাগন ফল বিক্রি করেন। গত বছর তার আয় দাঁড়িয়েছে ২৬ লাখ টাকার বেশি।: [383, 2335, 504, 2375]
- satkhira-p6: প্রচারণার শেষ মুহূর্তে প্রার্থীরা দিনরাত গণসংযোগ চালিয়ে যাচ্ছেন। ভোটারদের দ্বারে দ্বারে গিয়ে তারা সমর্থন চাইছেন।: [190, 2270, 261, 2319]
- barguna-para-6: অন্য দিকে জামায়াতের প্রার্থী ড. সুলতান আহমদ বলেন, মানুষ এখন পরিবর্তন চায়। সৎ ও যোগ্য নেতৃত্বের মাধ্যমে এলাকার উন্নয়ন সম্ভব।: [239, 1134, 363, 1163]
- lead-para-5: ভোটের মাঠে প্রার্থীরা দিনরাত গণসংযোগ চালিয়ে যাচ্ছেন। উঠান বৈঠক, পথসভা ও মিছিলে সরগরম হয়ে উঠেছে গ্রামগঞ্জ। প্রশাসনের পক্ষ থেকে সুষ্ঠু ভোট নিশ্চিত করতে কঠোর নিরাপত্তাব্যবস্থা নেয়ার কথা জানানো হয়েছে।: [20, 518, 127, 577]
- rangamati-para-6: নৌপথে যাতায়াত করতে হয় এমন কেন্দ্রের সংখ্যা ৩৮টি। এসব কেন্দ্রে আগের দিনই ভোটগ্রহণ কর্মকর্তারা পৌঁছে যাবেন।: [651, 1462, 727, 1511]
- gazipur-para-4: উপজেলা নির্বাহী কর্মকর্তা বলেন, সুষ্ঠু ও নিরপেক্ষ নির্বাচন আয়োজনে আমরা বদ্ধপরিকর। কোনো ধরনের বিশৃঙ্খলা বরদাশত করা হবে না।: [15, 1400, 90, 1459]
- barguna-para-5: বিএনপির প্রার্থী নুরুল ইসলাম বলেন, দীর্ঘদিন ধরে এলাকার মানুষের পাশে আছি। জনগণ আমাকে ভোট দিয়ে নির্বাচিত করবে বলে আমি বিশ্বাস করি।: [105, 1422, 229, 1461]
- moulvibazar-byline: মৌলভীবাজার প্রতিনিধি: [276, 2053, 368, 2065]
- moulvibazar-p2: স্থানীয় সূত্র জানায়, মঙ্গলবার রাতে গণসংযোগ চলাকালে এ ঘটনা ঘটে। আহতদের স্থানীয় হাসপাতালে ভর্তি করা হয়েছে।: [276, 2129, 368, 2168]
- bullet-icon: [276, 2057, 280, 2061]
- rupganj-block: [448, 54, 827, 1076]
- satkhira-pre-2: সাতক্ষীরা-১ আসনে ৫ জন, সাতক্ষীরা-২ আসনে ৪ জন, সাতক্ষীরা-৩ আসনে ৫ জন এবং সাতক্ষীরা-৪ আসনে ৫ জন প্রার্থী রয়েছেন।: [239, 1279, 363, 1308]
- masthead: [10, 6, 827, 45]
- patuakhali-byline: পটুয়াখালী প্রতিনিধি: [378, 1154, 454, 1166]
- lead-story: [10, 54, 372, 1076]
- insaf-para-4: তিনি আরো বলেন, শিক্ষা, স্বাস্থ্য ও কর্মসংস্থানকে অগ্রাধিকার দিয়ে আমাদের কর্মসূচি সাজানো হয়েছে। তরুণ প্রজন্মের জন্য কর্মসংস্থান সৃষ্টিই আমাদের প্রধান লক্ষ্য।: [15, 1850, 90, 1919]
- lead3-para-8: কুড়িগ্রাম-৪ আসনে ব্রহ্মপুত্র তীরবর্তী চরাঞ্চলে যোগাযোগব্যবস্থার উন্নয়নই প্রধান দাবি। স্থানীয়রা বলছেন, প্রতিশ্রুতি অনেক এসেছে, বাস্তবায়ন হয়নি।: [255, 491, 363, 530]
- satkhira-pre-3: জেলার চারটি আসনে মোট ভোটার সংখ্যা ১৮ লাখ ২৩ হাজার ১৪৫ জন। এর মধ্যে পুরুষ ৯ লাখ ২০ হাজার ১৩৩ জন ও নারী ৯ লাখ ৩ হাজার ১২ জন।: [239, 1310, 363, 1349]
- masthead-date: বৃহস্পতিবার ১২ ফেব্রুয়ারি ২০২৬, ২৯ মাঘ ১৪৩২: [40, 14, 196, 23]
- bottom-a-5: তিনি আরো বলেন, শিক্ষা, স্বাস্থ্য ও কর্মসংস্থানকে অগ্রাধিকার দিয়ে আমাদের কর্মসূচি সাজানো হয়েছে। তরুণ প্রজন্মের জন্য কর্মসংস্থান সৃষ্টিই আমাদের প্রধান লক্ষ্য।: [15, 2227, 90, 2296]
- page-number: ৬: [10, 10, 33, 40]
- satkhira-p7: জেলা নির্বাচন কর্মকর্তা বলেন, অবাধ, সুষ্ঠু ও নিরপেক্ষ নির্বাচন আয়োজনে আমরা প্রতিশ্রুতিবদ্ধ। সব ধরনের প্রস্তুতি সম্পন্ন হয়েছে।: [190, 2322, 261, 2380]
- patuakhali-para-5: পটুয়াখালী-১ আসনে ৬ জন, পটুয়াখালী-২ আসনে ৫ জন, পটুয়াখালী-৩ আসনে ৭ জন ও পটুয়াখালী-৪ আসনে ৫ জন প্রার্থী প্রতিদ্বন্দ্বিতা করছেন।: [378, 1436, 454, 1495]
- masthead-rule: [10, 46, 827, 49]
- satkhira-pre-1: সাতক্ষীরার চারটি সংসদীয় আসনে মোট ১৯ জন প্রার্থী প্রতিদ্বন্দ্বিতা করছেন। এর মধ্যে জামায়াতে ইসলামীর প্রার্থীরা এগিয়ে রয়েছেন বলে স্থানীয়দের ধারণা।: [239, 1237, 363, 1276]
- barguna-headline-1: বরগুনা-২ আসনে বিএনপি-জামায়াতের: [100, 1085, 368, 1104]
- candidate-1-photo: [105, 1249, 165, 1322]
- insaf-byline: নাজিরপুর (পিরোজপুর) সংবাদদাতা: [15, 1629, 89, 1649]
- logo-text: নয়া দিগন্ত: [737, 10, 824, 37]
- insaf-para-5: গণসংযোগকালে সাধারণ মানুষের মধ্যে ব্যাপক সাড়া দেখা গেছে। স্থানীয়রা বিভিন্ন দাবি-দাওয়া তুলে ধরেন।: [15, 1922, 90, 1960]
- rajshahi-headline-3: নিরাপত্তা জোরদার: [391, 92, 430, 118]
- bottom-a-8: জেলা প্রশাসন জানিয়েছে, দুর্গম এলাকার ১১৫টি কেন্দ্রকে ঝুঁকিপূর্ণ হিসেবে চিহ্নিত করা হয়েছে। সেখানে অতিরিক্ত নিরাপত্তা ব্যবস্থা থাকবে।: [15, 2402, 90, 2461]
- barguna-para-7: স্থানীয় ভোটাররা বলছেন, যিনি এলাকার উন্নয়নে কাজ করবেন, তাকেই তারা ভোট দেবেন। দলীয় পরিচয়ের চেয়ে ব্যক্তির যোগ্যতাই এবার বেশি গুরুত্ব পাচ্ছে।: [239, 1165, 363, 1204]
- dragon-p6: উপজেলা কৃষি কর্মকর্তা বলেন, জহিরুলের সফলতা দেখে এলাকার অনেক তরুণ ড্রাগন চাষে আগ্রহী হয়েছেন। আমরা তাদের প্রয়োজনীয় পরামর্শ ও কারিগরি সহায়তা দিচ্ছি।: [515, 2257, 635, 2295]
- patuakhali-para-6: মোট ভোটকেন্দ্র রয়েছে ৪৮৭টি। এর মধ্যে ঝুঁকিপূর্ণ হিসেবে চিহ্নিত করা হয়েছে ১৫৬টি কেন্দ্র।: [378, 1497, 454, 1537]
- rupganj-byline: রূপগঞ্জ (নারায়ণগঞ্জ) সংবাদদাতা: [459, 303, 572, 314]
- rangamati-headline-3: ভোটার ৫ লাখ: [658, 1122, 721, 1135]
- highlight-box: তালিকায় রয়েছেন বিএনপি জামায়াত ও এনসিপি: [137, 483, 244, 531]
- lead3-para-11: সব মিলিয়ে রংপুর বিভাগের ভোটের মাঠ এখন সরগরম। শেষ মুহূর্তের প্রচারণায় প্রার্থীরা ঘুম হারাম করে ছুটছেন এক প্রান্ত থেকে আরেক প্রান্তে।: [255, 625, 363, 664]
- bottom-a-1: স্থানীয় প্রশাসন জানিয়েছে, ঝুঁকিপূর্ণ ৬৫টি কেন্দ্রে অতিরিক্ত নিরাপত্তা সদস্য মোতায়েন থাকবে। প্রতিটি কেন্দ্রে পুলিশের পাশাপাশি আনসার সদস্যরাও দায়িত্ব পালন করবেন।: [15, 1970, 90, 2039]
- lead2-para-1: পর্ব-১ : সাবেক মন্ত্রী ও বিএনপির কেন্দ্রীয় নেতার পাশাপাশি জামায়াত সমর্থিত প্রার্থীও এখানে শক্ত অবস্থানে রয়েছেন। স্থানীয় পর্যায়ে সংগঠনের বিস্তৃত নেটওয়ার্ক তাদের বাড়তি সুবিধা দিচ্ছে বলে মনে করছেন কর্মীরা।: [137, 130, 245, 190]
- ukhiya-byline: হুমায়ুন শহীদ জুলাই (টেকনাফ): [465, 1126, 641, 1138]
- lead3-para-7: গাইবান্ধা-১ আসনে তিনজন শক্তিশালী প্রার্থীর উপস্থিতিতে ভোট ভাগাভাগির আশঙ্কা করা হচ্ছে। এ ক্ষেত্রে সংখ্যালঘু ভোটারদের অবস্থান গুরুত্বপূর্ণ হয়ে উঠেছে।: [255, 439, 363, 488]
- satkhira-headline-1: সাতক্ষীরার ৪টি আসনে ১৯: [111, 2133, 255, 2170]
- square-bullet-icon: [103, 2121, 106, 2125]
- insaf-para-3: নাজিরপুর উপজেলার বিভিন্ন এলাকায় গণসংযোগকালে তিনি এসব কথা বলেন। এ সময় স্থানীয় নেতাকর্মীরা উপস্থিত ছিলেন।: [15, 1799, 90, 1847]
- bottom-a-6: গণসংযোগকালে সাধারণ মানুষের মধ্যে ব্যাপক সাড়া দেখা গেছে। স্থানীয়রা বিভিন্ন দাবি-দাওয়া তুলে ধরেন।: [15, 2299, 90, 2338]
- bullet-icon: [459, 305, 463, 310]
- rupganj-para-8: নির্বাচন কর্মকর্তারা জানিয়েছেন, ঝুঁকিপূর্ণ কেন্দ্রগুলোতে অতিরিক্ত আইনশৃঙ্খলা রক্ষাকারী বাহিনীর সদস্য মোতায়েন থাকবে। পাশাপাশি সিসি ক্যামেরার মাধ্যমে নজরদারি করা হবে।: [705, 340, 817, 390]
- lead-byline: সরকার মাজহারুল মান্নান রংপুর ব্যুরো: [20, 135, 115, 155]
- lead2-para-9: প্রশাসনের পক্ষ থেকে বলা হয়েছে, প্রতিটি কেন্দ্রে পর্যাপ্ত আইনশৃঙ্খলা রক্ষাকারী বাহিনী মোতায়েন থাকবে। ঝুঁকিপূর্ণ কেন্দ্রগুলোতে বাড়তি নজরদারির ব্যবস্থা নেয়া হয়েছে।: [137, 659, 245, 708]
- moulvibazar-headline-3: নেতাকর্মীর ওপর হামলা: [286, 2024, 358, 2050]
- lead3-para-1: আসনভিত্তিক বিশ্লেষণে দেখা যাচ্ছে, প্রার্থীদের ব্যক্তিগত ভাবমূর্তি এবারের ভোটে বড় ভূমিকা রাখছে। দীর্ঘদিন এলাকায় অনুপস্থিত থাকা নেতাদের নিয়ে ভোটারদের মধ্যে অসন্তোষ রয়েছে।: [255, 130, 363, 179]
- dragon-col-2: [509, 2225, 640, 2418]
- lead2-para-6: ঠাকুরগাঁও-১ আসনে দীর্ঘদিনের পরিচিত মুখের বিপরীতে নতুন প্রজন্মের প্রার্থী এসে ভোটের হিসাব জটিল করে তুলেছেন। স্থানীয় ভোটাররা বলছেন, উন্নয়ন ও কর্মসংস্থানই এবারের মূল ইস্যু।: [137, 429, 245, 478]
- moulvibazar-headline-2: প্রার্থীর নেতৃত্বে জামায়াত: [290, 1997, 354, 2022]
- lead2-para-7: ভোটের মাঠে প্রতিটি দলের প্রার্থীরাই নিজেদের অবস্থান শক্ত বলে দাবি করছেন। তবে রাজনৈতিক বিশ্লেষকরা বলছেন, শেষ মুহূর্তের জোট সমীকরণ ও ভোটারদের নীরব প্রতিক্রিয়াই নির্ধারণ করবে চূড়ান্ত ফল।: [137, 535, 245, 595]
- rupganj-col-3: [700, 299, 822, 532]
- masthead-email: news@dailynayadiganta.com: [40, 26, 144, 36]
- dragon-story: [372, 1969, 646, 2576]
- rajshahi-headline-2: ৩৯ আসনে: [387, 79, 435, 92]
- ukhiya-headline-box: [465, 1084, 641, 1122]
- lead2-para-3: পর্ব-৩ : গাইবান্ধা-৫ আসনে নদীভাঙন কবলিত চরাঞ্চলের ভোটাররাই এবার নির্ণায়ক ভূমিকা রাখবেন। প্রার্থীরা চরাঞ্চলে নৌকাযোগে গিয়ে প্রচারণা চালাচ্ছেন।: [137, 254, 245, 303]
- bullet-icon: [15, 1141, 19, 1145]
- dragon-p4: তিনি বলেন, ড্রাগন চাষে তুলনামূলক কম পরিচর্যা লাগে। একবার গাছ লাগালে ২০ থেকে ২৫ বছর পর্যন্ত ফলন পাওয়া যায়। তাই তরুণ উদ্যোক্তাদের জন্য এটি লাভজনক।: [383, 2377, 504, 2416]
